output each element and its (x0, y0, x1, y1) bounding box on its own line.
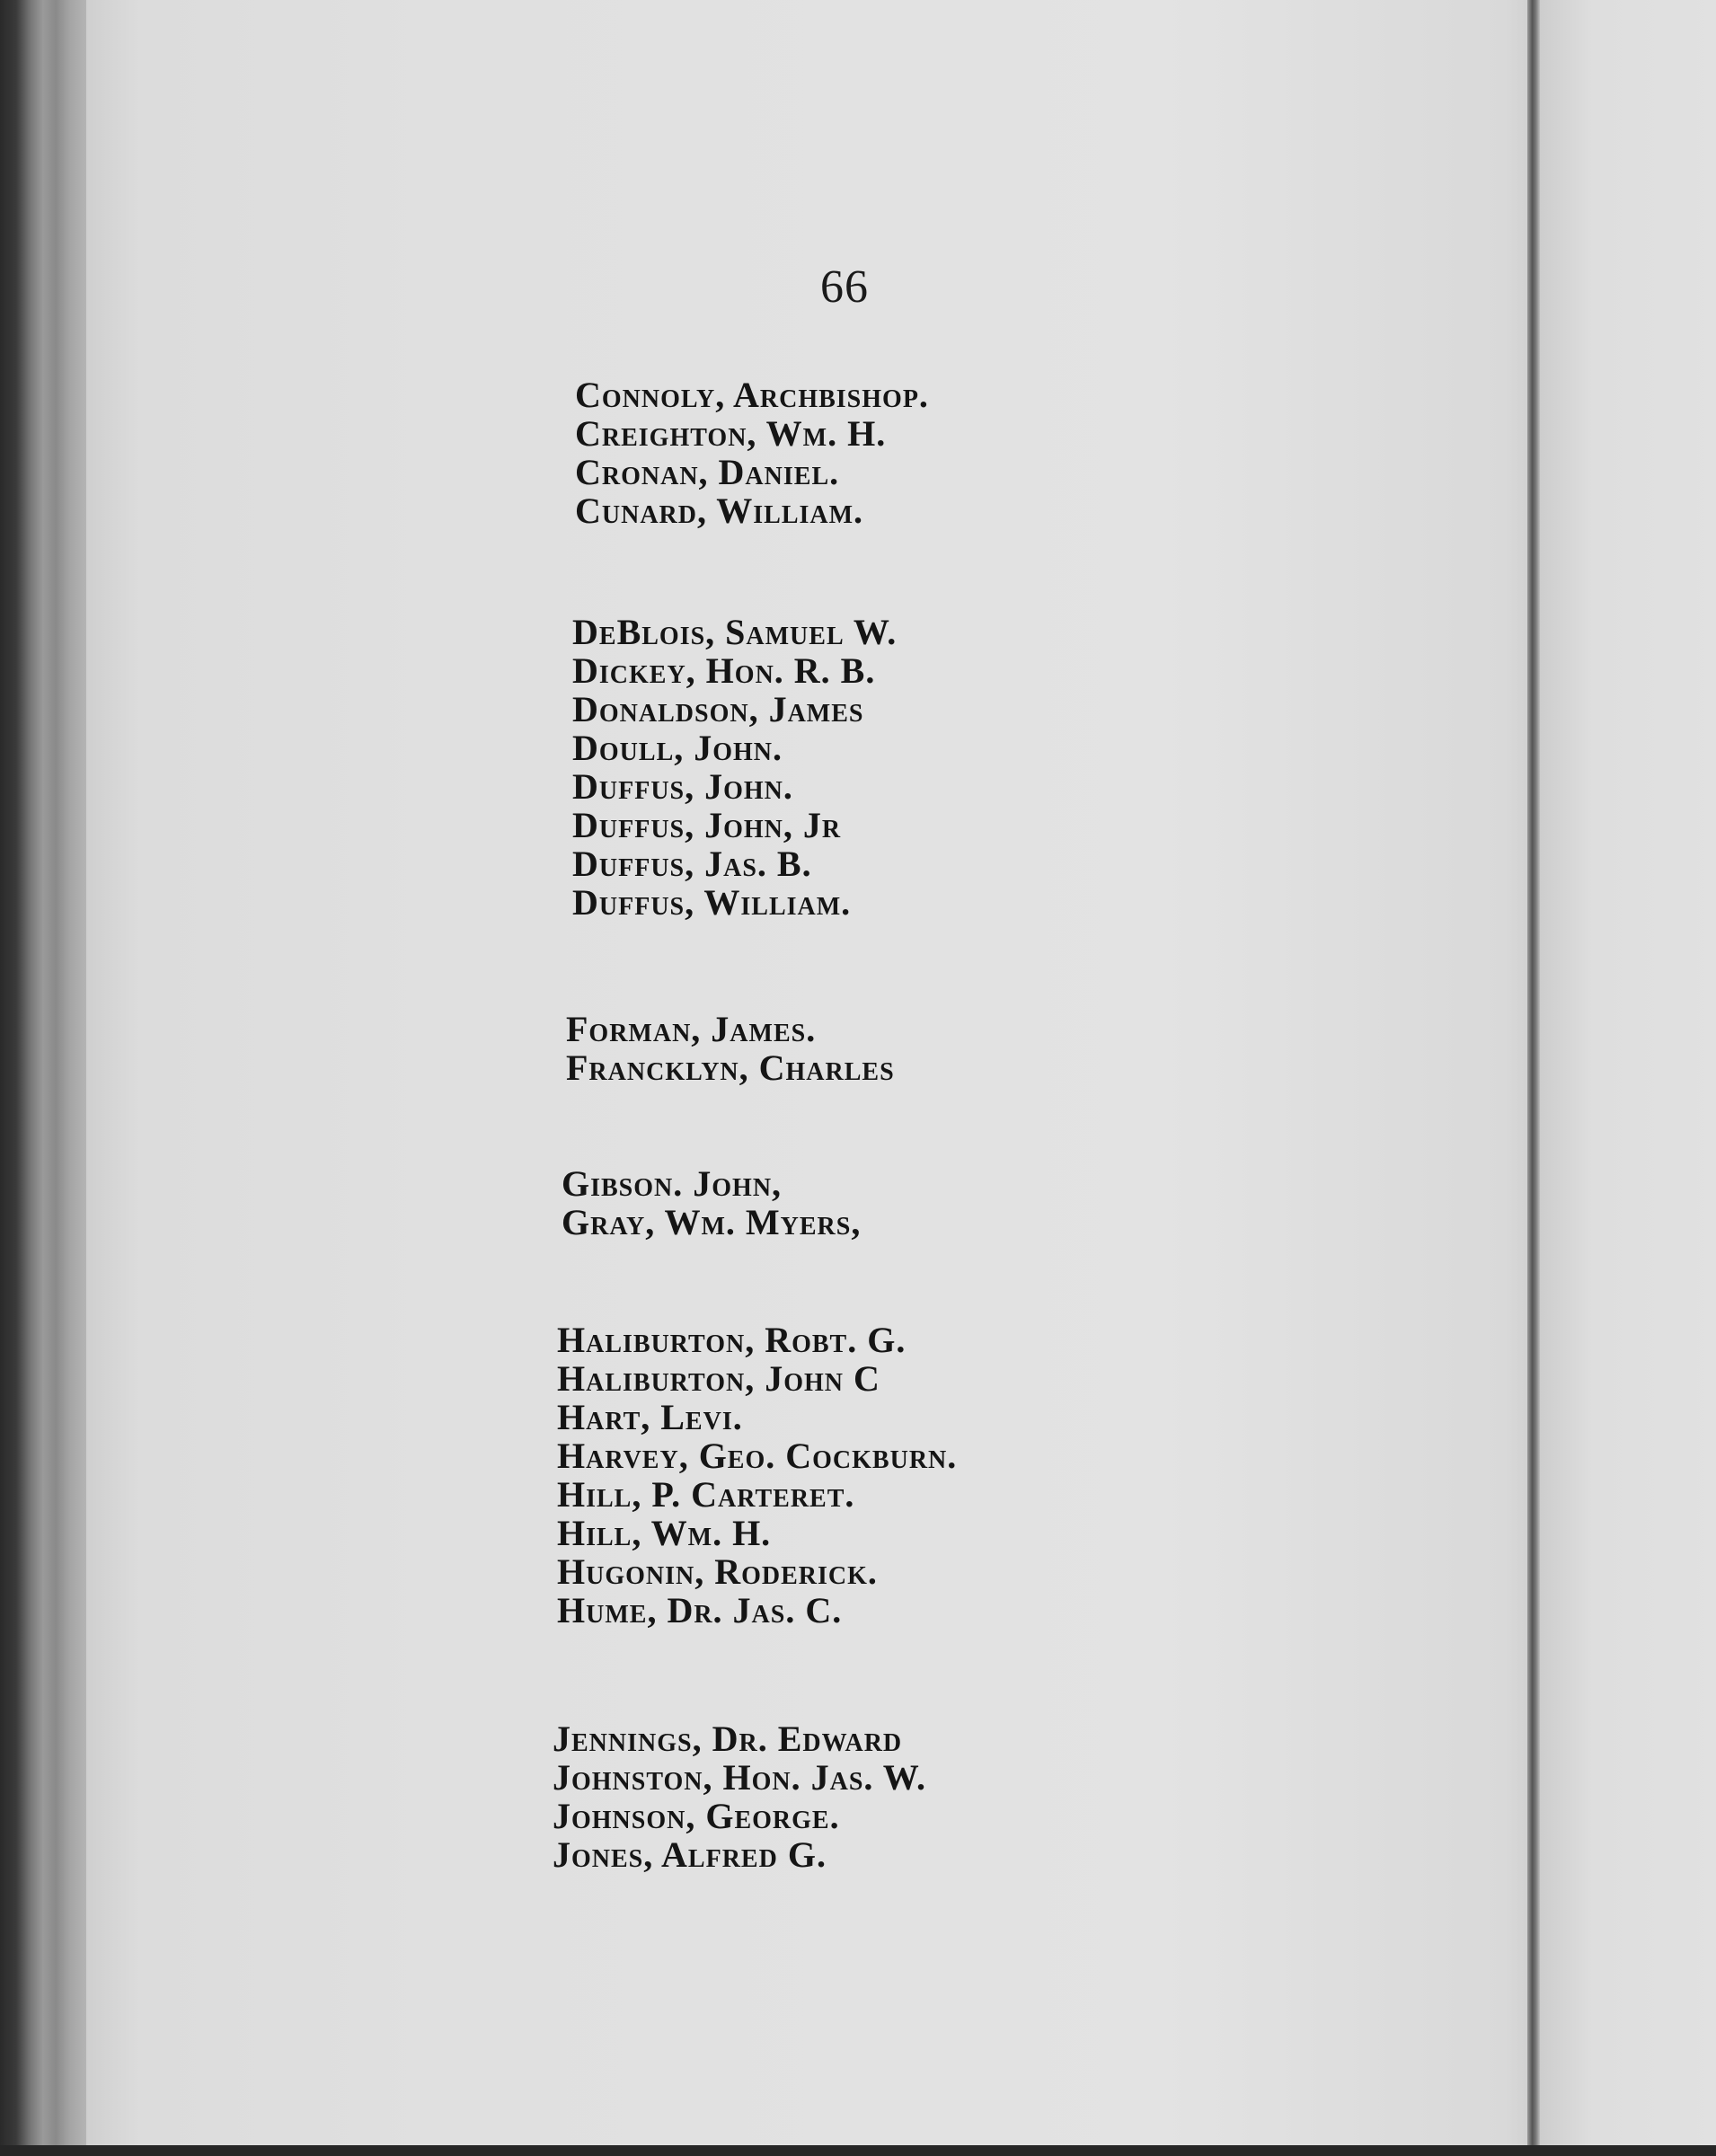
name-entry: Hugonin, Roderick. (557, 1551, 878, 1592)
name-entry: Haliburton, Robt. G. (557, 1320, 907, 1360)
name-entry: Hill, Wm. H. (557, 1513, 772, 1553)
name-entry: Doull, John. (572, 728, 783, 768)
page-edge (1527, 0, 1540, 2147)
adjacent-page (1540, 0, 1716, 2147)
page-number: 66 (820, 261, 869, 313)
name-entry: Forman, James. (566, 1009, 817, 1049)
book-binding (0, 0, 90, 2156)
name-entry: Creighton, Wm. H. (575, 413, 887, 454)
name-entry: Cunard, William. (575, 490, 864, 531)
name-group-j (553, 1719, 926, 1874)
name-entry: Donaldson, James (572, 689, 864, 729)
name-entry: Johnson, George. (553, 1796, 840, 1836)
name-entry: Connoly, Archbishop. (575, 375, 929, 415)
name-entry: Francklyn, Charles (566, 1047, 895, 1088)
name-group-d (572, 613, 897, 922)
name-entry: Hart, Levi. (557, 1397, 743, 1437)
name-entry: Dickey, Hon. R. B. (572, 650, 876, 691)
name-group-g (562, 1164, 861, 1241)
name-entry: Hill, P. Carteret. (557, 1474, 855, 1515)
name-entry: Duffus, Jas. B. (572, 844, 812, 884)
name-entry: Gray, Wm. Myers, (562, 1202, 862, 1242)
name-entry: Jennings, Dr. Edward (553, 1719, 903, 1759)
name-entry: Harvey, Geo. Cockburn. (557, 1436, 958, 1476)
name-entry: Duffus, John, Jr (572, 805, 842, 845)
name-entry: Duffus, John. (572, 766, 793, 807)
name-group-f (566, 1010, 895, 1087)
name-entry: Duffus, William. (572, 882, 852, 923)
name-group-h (557, 1321, 957, 1630)
name-entry: Hume, Dr. Jas. C. (557, 1590, 843, 1630)
name-entry: Cronan, Daniel. (575, 452, 840, 492)
name-entry: Gibson. John, (562, 1163, 783, 1204)
name-group-c (575, 376, 929, 530)
name-entry: Johnston, Hon. Jas. W. (553, 1757, 927, 1798)
name-entry: Jones, Alfred G. (553, 1834, 827, 1875)
bottom-edge (0, 2145, 1716, 2156)
name-entry: DeBlois, Samuel W. (572, 612, 898, 652)
name-entry: Haliburton, John C (557, 1358, 880, 1399)
